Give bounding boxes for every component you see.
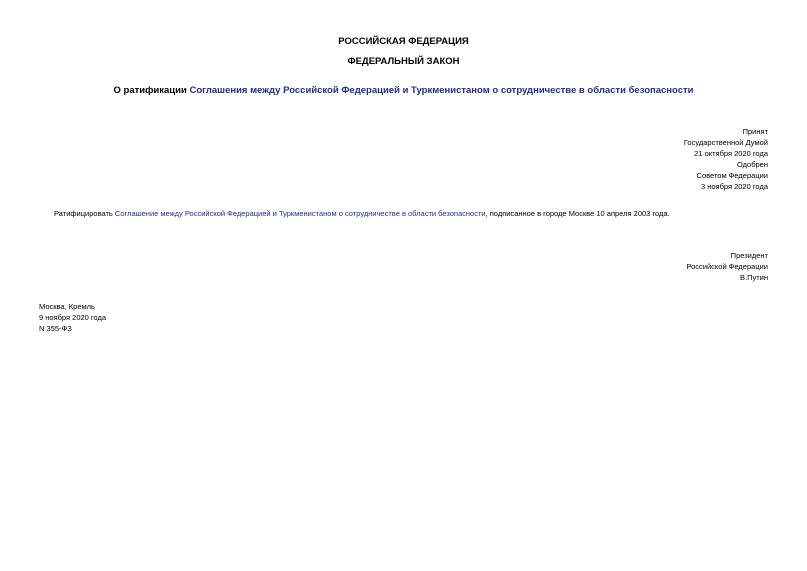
approved-by: Советом Федерации — [696, 171, 768, 180]
signatory-title: Президент — [730, 251, 768, 260]
place-date-block — [39, 301, 106, 334]
law-type-heading: ФЕДЕРАЛЬНЫЙ ЗАКОН — [347, 56, 460, 67]
law-number: N 355-ФЗ — [39, 324, 72, 333]
agreement-title-link[interactable]: Соглашения между Российской Федерацией и Туркменистаном о сотрудничестве в области безопасности — [189, 85, 694, 96]
adopted-label: Принят — [742, 127, 768, 136]
approved-date: 3 ноября 2020 года — [700, 182, 768, 191]
body-suffix: , подписанное в городе Москве 10 апреля 2003 года. — [485, 209, 670, 218]
signatory-name: В.Путин — [740, 273, 768, 282]
body-prefix: Ратифицировать — [54, 209, 115, 218]
signature-block — [686, 250, 768, 283]
law-body-paragraph — [54, 208, 670, 219]
adopted-by: Государственной Думой — [683, 138, 768, 147]
signatory-country: Российской Федерации — [686, 262, 768, 271]
law-title — [0, 85, 807, 96]
agreement-body-link[interactable]: Соглашение между Российской Федерацией и Туркменистаном о сотрудничестве в области безопасности — [114, 209, 486, 218]
adopted-date: 21 октября 2020 года — [694, 149, 768, 158]
country-heading: РОССИЙСКАЯ ФЕДЕРАЦИЯ — [338, 36, 469, 47]
law-title-prefix: О ратификации — [113, 85, 190, 96]
signing-date: 9 ноября 2020 года — [39, 313, 107, 322]
adoption-block — [684, 126, 768, 192]
signing-place: Москва, Кремль — [39, 302, 95, 311]
approved-label: Одобрен — [737, 160, 768, 169]
